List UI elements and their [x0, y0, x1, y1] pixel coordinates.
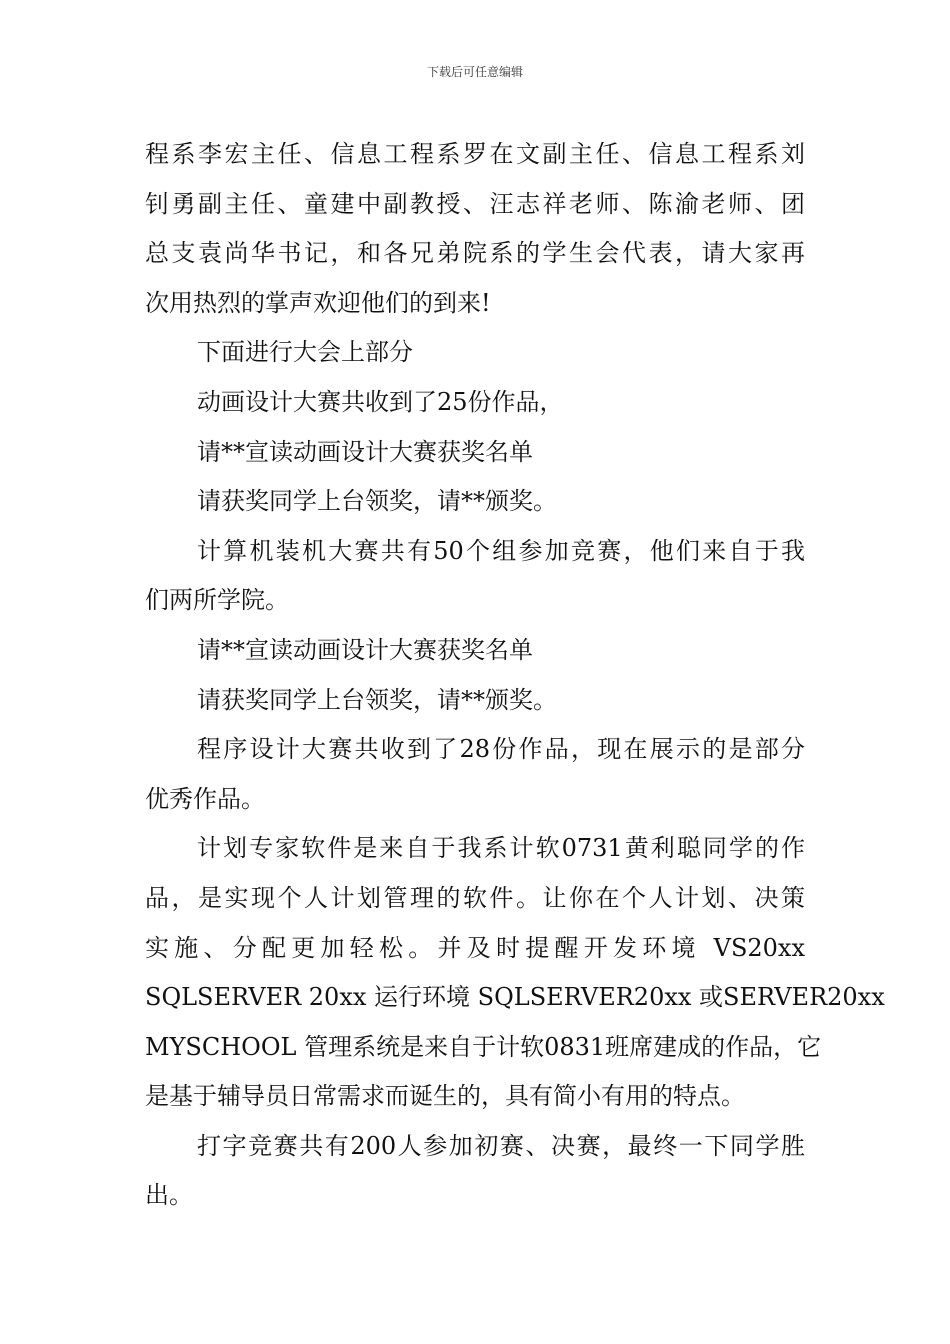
text-line: 请**宣读动画设计大赛获奖名单: [197, 437, 533, 466]
text-line: 程序设计大赛共收到了28份作品，现在展示的是部分: [197, 735, 805, 764]
text-line: 品，是实现个人计划管理的软件。让你在个人计划、决策: [145, 883, 805, 912]
text-line: 实施、分配更加轻松。并及时提醒开发环境 VS20xx: [145, 933, 805, 962]
text-line: 程系李宏主任、信息工程系罗在文副主任、信息工程系刘: [145, 140, 805, 168]
text-line: 请获奖同学上台领奖，请**颁奖。: [197, 487, 557, 516]
text-line: 次用热烈的掌声欢迎他们的到来!: [145, 288, 491, 317]
text-line: 钊勇副主任、童建中副教授、汪志祥老师、陈渝老师、团: [145, 189, 805, 218]
document-body: [145, 130, 885, 1221]
text-line: 请**宣读动画设计大赛获奖名单: [197, 635, 533, 664]
text-line: 下面进行大会上部分: [197, 338, 413, 367]
text-line: 打字竞赛共有200人参加初赛、决赛，最终一下同学胜: [197, 1131, 805, 1160]
text-line: 计划专家软件是来自于我系计软0731黄利聪同学的作: [197, 834, 805, 863]
text-line: 们两所学院。: [145, 586, 289, 615]
text-line: 优秀作品。: [145, 784, 265, 813]
text-line: 请获奖同学上台领奖，请**颁奖。: [197, 685, 557, 714]
text-line: 动画设计大赛共收到了25份作品，: [197, 387, 564, 416]
text-line: MYSCHOOL 管理系统是来自于计软0831班席建成的作品，它: [145, 1032, 822, 1061]
text-line: 计算机装机大赛共有50个组参加竞赛，他们来自于我: [197, 536, 805, 565]
text-line: SQLSERVER 20xx 运行环境 SQLSERVER20xx 或SERVER20xx: [145, 983, 885, 1012]
text-line: 总支袁尚华书记，和各兄弟院系的学生会代表，请大家再: [145, 239, 805, 268]
text-line: 出。: [145, 1181, 193, 1210]
page-header-note: 下载后可任意编辑: [426, 65, 523, 79]
text-line: 是基于辅导员日常需求而诞生的，具有简小有用的特点。: [145, 1082, 745, 1111]
